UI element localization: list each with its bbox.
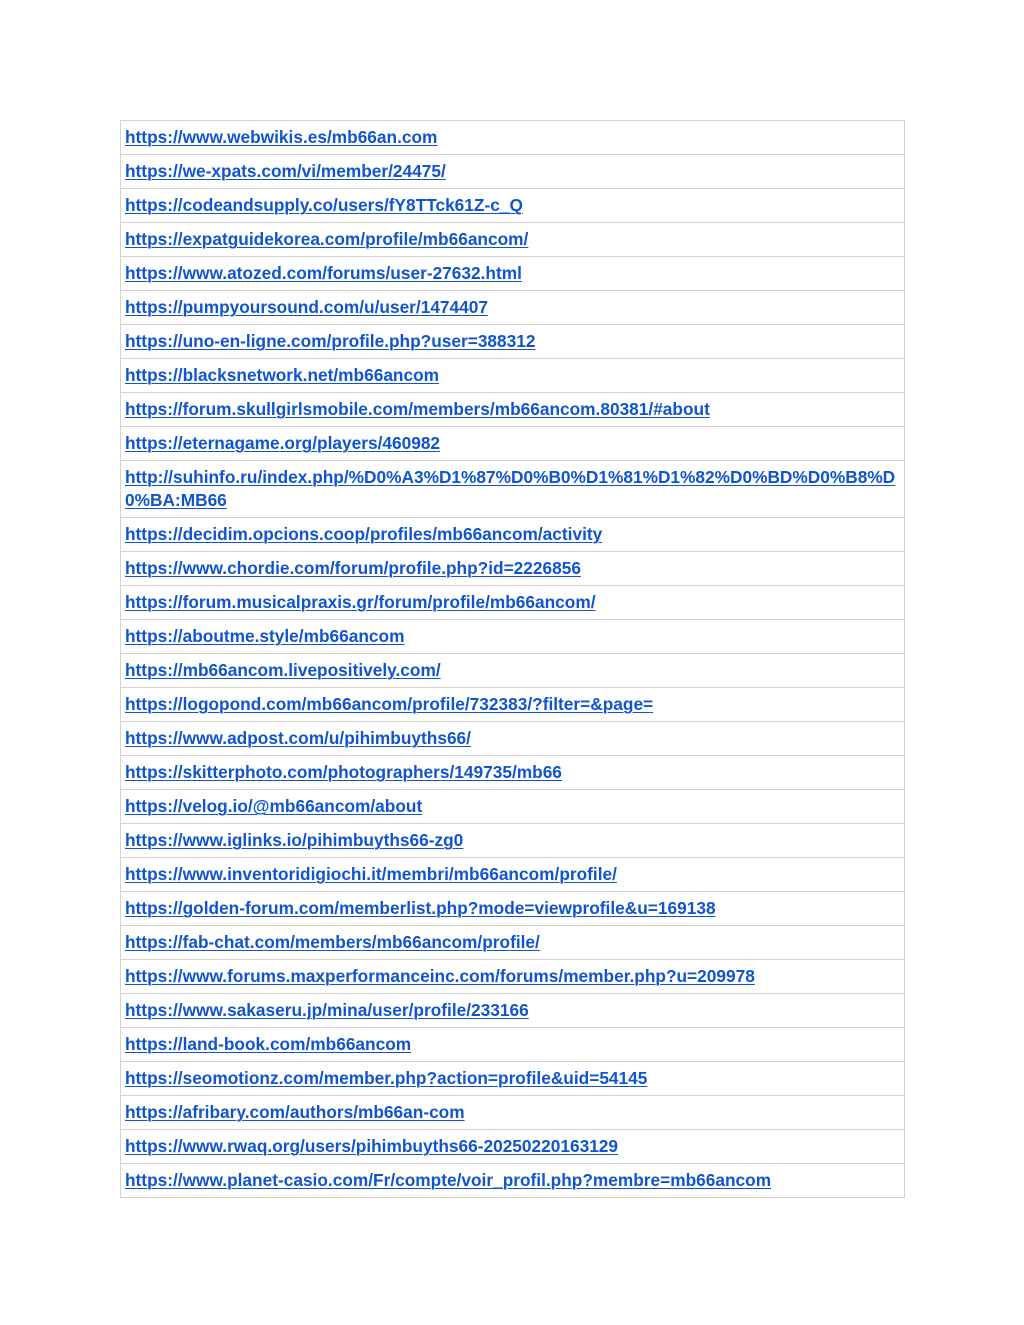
profile-link[interactable]: https://blacksnetwork.net/mb66ancom [125,365,440,385]
table-row [121,824,905,858]
profile-link[interactable]: https://uno-en-ligne.com/profile.php?user=388312 [125,331,536,351]
table-row [121,427,905,461]
table-row [121,1062,905,1096]
link-cell [121,926,905,960]
table-row [121,518,905,552]
profile-link[interactable]: https://www.webwikis.es/mb66an.com [125,127,438,147]
profile-link[interactable]: https://codeandsupply.co/users/fY8TTck61Z-c_Q [125,195,523,215]
table-row [121,1096,905,1130]
link-cell [121,291,905,325]
link-cell [121,461,905,518]
link-cell [121,790,905,824]
profile-link[interactable]: https://forum.musicalpraxis.gr/forum/profile/mb66ancom/ [125,592,596,612]
link-cell [121,654,905,688]
profile-link[interactable]: https://www.adpost.com/u/pihimbuyths66/ [125,728,471,748]
link-cell [121,1164,905,1198]
profile-link[interactable]: https://fab-chat.com/members/mb66ancom/profile/ [125,932,540,952]
link-cell [121,393,905,427]
link-cell [121,121,905,155]
profile-link[interactable]: https://decidim.opcions.coop/profiles/mb66ancom/activity [125,524,603,544]
link-cell [121,155,905,189]
link-cell [121,858,905,892]
profile-link[interactable]: https://forum.skullgirlsmobile.com/members/mb66ancom.80381/#about [125,399,710,419]
profile-link[interactable]: https://golden-forum.com/memberlist.php?mode=viewprofile&u=169138 [125,898,716,918]
table-row [121,756,905,790]
profile-link[interactable]: https://seomotionz.com/member.php?action=profile&uid=54145 [125,1068,648,1088]
table-row [121,325,905,359]
profile-link[interactable]: https://eternagame.org/players/460982 [125,433,441,453]
table-row [121,790,905,824]
table-row [121,586,905,620]
link-cell [121,427,905,461]
table-row [121,257,905,291]
link-cell [121,189,905,223]
link-cell [121,1130,905,1164]
table-row [121,858,905,892]
profile-link[interactable]: https://www.rwaq.org/users/pihimbuyths66-20250220163129 [125,1136,619,1156]
profile-link[interactable]: https://logopond.com/mb66ancom/profile/732383/?filter=&page= [125,694,654,714]
table-row [121,620,905,654]
profile-link[interactable]: http://suhinfo.ru/index.php/%D0%A3%D1%87%D0%B0%D1%81%D1%82%D0%BD%D0%B8%D0%BA:MB66 [125,467,896,510]
table-row [121,189,905,223]
profile-link[interactable]: https://velog.io/@mb66ancom/about [125,796,423,816]
table-row [121,461,905,518]
table-row [121,1130,905,1164]
profile-link[interactable]: https://land-book.com/mb66ancom [125,1034,412,1054]
profile-link[interactable]: https://www.sakaseru.jp/mina/user/profile/233166 [125,1000,529,1020]
link-cell [121,994,905,1028]
profile-link[interactable]: https://expatguidekorea.com/profile/mb66ancom/ [125,229,529,249]
table-row [121,393,905,427]
table-row [121,1028,905,1062]
table-row [121,552,905,586]
profile-link[interactable]: https://skitterphoto.com/photographers/149735/mb66 [125,762,562,782]
link-cell [121,824,905,858]
table-row [121,926,905,960]
table-row [121,892,905,926]
link-cell [121,552,905,586]
link-cell [121,756,905,790]
profile-link[interactable]: https://aboutme.style/mb66ancom [125,626,405,646]
profile-link[interactable]: https://www.forums.maxperformanceinc.com/forums/member.php?u=209978 [125,966,755,986]
link-cell [121,1062,905,1096]
profile-link[interactable]: https://www.atozed.com/forums/user-27632.html [125,263,522,283]
profile-link[interactable]: https://mb66ancom.livepositively.com/ [125,660,441,680]
profile-link[interactable]: https://pumpyoursound.com/u/user/1474407 [125,297,488,317]
link-cell [121,620,905,654]
profile-link[interactable]: https://www.chordie.com/forum/profile.php?id=2226856 [125,558,581,578]
table-row [121,722,905,756]
table-row [121,155,905,189]
table-row [121,359,905,393]
table-row [121,688,905,722]
profile-link[interactable]: https://afribary.com/authors/mb66an-com [125,1102,465,1122]
link-cell [121,892,905,926]
table-row [121,1164,905,1198]
link-cell [121,223,905,257]
link-cell [121,325,905,359]
link-cell [121,1028,905,1062]
links-table-body [121,121,905,1198]
table-row [121,223,905,257]
table-row [121,654,905,688]
link-cell [121,518,905,552]
profile-link[interactable]: https://www.planet-casio.com/Fr/compte/voir_profil.php?membre=mb66ancom [125,1170,772,1190]
link-cell [121,257,905,291]
link-cell [121,722,905,756]
table-row [121,960,905,994]
table-row [121,121,905,155]
link-cell [121,359,905,393]
link-cell [121,1096,905,1130]
table-row [121,291,905,325]
table-row [121,994,905,1028]
links-table [120,120,905,1198]
profile-link[interactable]: https://we-xpats.com/vi/member/24475/ [125,161,446,181]
link-cell [121,586,905,620]
link-cell [121,688,905,722]
link-cell [121,960,905,994]
profile-link[interactable]: https://www.iglinks.io/pihimbuyths66-zg0 [125,830,464,850]
profile-link[interactable]: https://www.inventoridigiochi.it/membri/mb66ancom/profile/ [125,864,617,884]
